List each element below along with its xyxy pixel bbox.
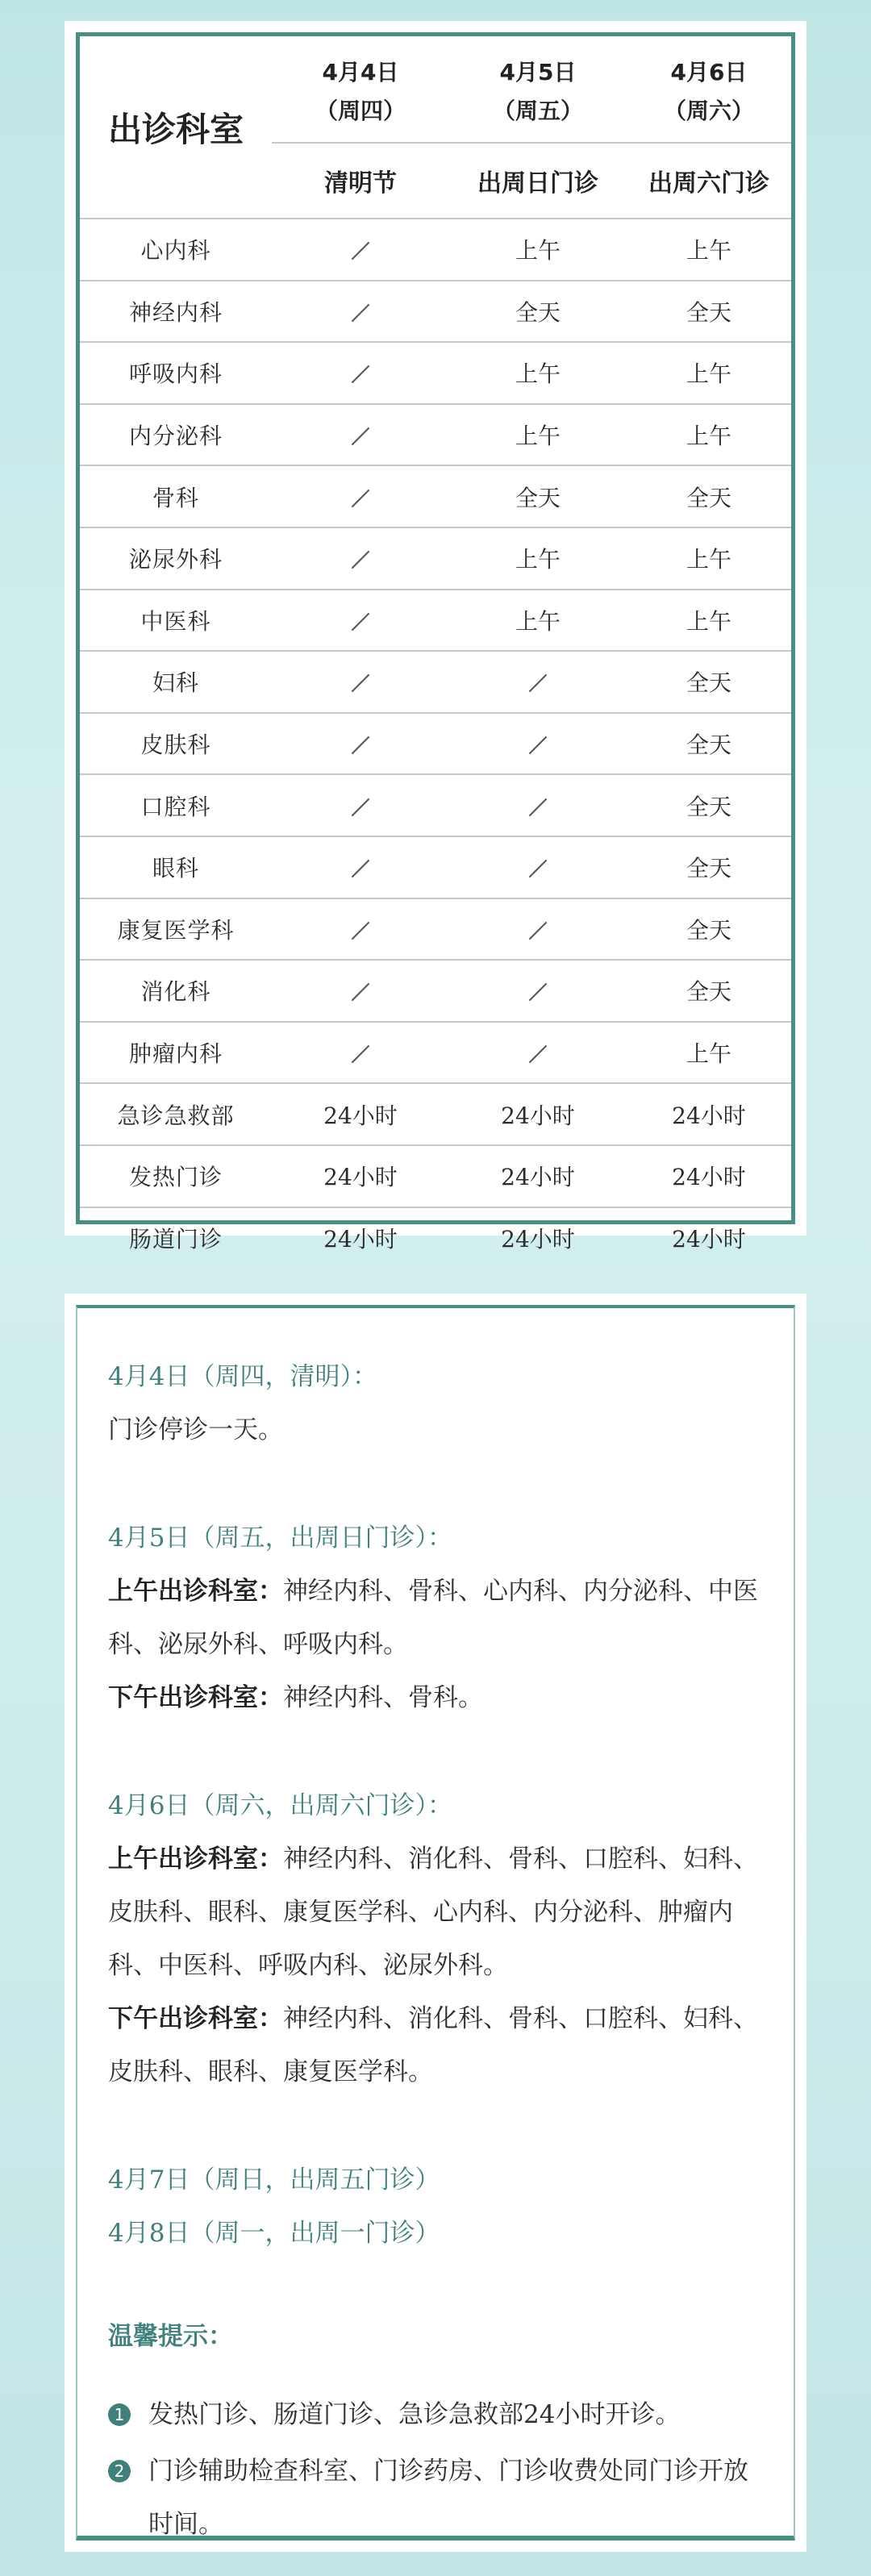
closed-slash-icon (352, 365, 370, 384)
section-text: 门诊停诊一天。 (108, 1415, 283, 1444)
schedule-cell-day-2: 24小时 (449, 1145, 627, 1207)
table-row (80, 465, 791, 527)
table-row (80, 342, 791, 404)
schedule-cell-day-3: 24小时 (627, 1083, 791, 1145)
table-row (80, 836, 791, 898)
schedule-cell-day-3: 上午 (627, 527, 791, 590)
dept-cell: 肿瘤内科 (80, 1022, 272, 1084)
notice-apr6 (108, 1779, 763, 2099)
dept-cell: 妇科 (80, 651, 272, 713)
schedule-cell-day-2 (449, 836, 627, 898)
closed-slash-icon (352, 304, 370, 323)
am-line (108, 1832, 763, 1992)
closed-slash-icon (529, 798, 548, 816)
table-row (80, 1083, 791, 1145)
notice-frame (76, 1305, 795, 2541)
number-badge-icon: 1 (108, 2403, 131, 2426)
schedule-cell-day-1 (272, 342, 449, 404)
table-row (80, 713, 791, 775)
schedule-cell-day-2 (449, 713, 627, 775)
dept-cell: 口腔科 (80, 774, 272, 836)
schedule-cell-day-1 (272, 651, 449, 713)
dept-cell: 急诊急救部 (80, 1083, 272, 1145)
schedule-cell-day-3: 全天 (627, 651, 791, 713)
closed-slash-icon (352, 674, 370, 693)
closed-slash-icon (352, 736, 370, 755)
closed-slash-icon (352, 798, 370, 816)
schedule-cell-day-3: 上午 (627, 404, 791, 466)
dept-cell: 内分泌科 (80, 404, 272, 466)
header-weekday: （周五） (492, 98, 583, 124)
table-row (80, 651, 791, 713)
section-heading: 4月4日（周四，清明）： (108, 1362, 377, 1391)
closed-slash-icon (352, 1045, 370, 1064)
schedule-cell-day-1 (272, 219, 449, 281)
schedule-cell-day-2 (449, 960, 627, 1022)
schedule-cell-day-1 (272, 898, 449, 961)
header-dept: 出诊科室 (80, 36, 272, 219)
dept-cell: 肠道门诊 (128, 1225, 223, 1253)
schedule-cell-day-1 (272, 465, 449, 527)
am-label: 上午出诊科室： (108, 1844, 283, 1874)
dept-cell: 骨科 (80, 465, 272, 527)
schedule-frame (76, 32, 795, 1253)
header-note-3: 出周六门诊 (627, 143, 791, 219)
pm-text: 神经内科、骨科。 (283, 1683, 483, 1712)
header-date-1 (272, 36, 449, 143)
schedule-cell-day-3: 24小时 (627, 1145, 791, 1207)
dept-cell: 心内科 (80, 219, 272, 281)
schedule-cell-day-3: 上午 (627, 342, 791, 404)
closed-slash-icon (529, 674, 548, 693)
tip-item-2 (108, 2445, 763, 2551)
table-row (80, 774, 791, 836)
closed-slash-icon (352, 613, 370, 631)
schedule-cell-day-3: 24小时 (672, 1225, 746, 1253)
schedule-cell-day-1 (272, 1022, 449, 1084)
closed-slash-icon (529, 922, 548, 940)
closed-slash-icon (529, 860, 548, 878)
table-row (80, 960, 791, 1022)
dept-cell: 消化科 (80, 960, 272, 1022)
tip-item-1 (108, 2388, 763, 2441)
pm-line (108, 1671, 763, 1724)
schedule-cell-day-1 (272, 713, 449, 775)
pm-line (108, 1992, 763, 2099)
table-row (80, 219, 791, 281)
section-heading: 4月6日（周六，出周六门诊）： (108, 1791, 452, 1820)
section-heading: 4月5日（周五，出周日门诊）： (108, 1524, 452, 1553)
schedule-cell-day-3: 上午 (627, 1022, 791, 1084)
schedule-cell-day-3: 全天 (627, 281, 791, 343)
table-row (80, 281, 791, 343)
dept-cell: 神经内科 (80, 281, 272, 343)
notice-apr4 (108, 1350, 763, 1457)
closed-slash-icon (352, 551, 370, 569)
table-row (80, 527, 791, 590)
header-note-2: 出周日门诊 (449, 143, 627, 219)
header-weekday: （周六） (663, 98, 754, 124)
dept-cell: 发热门诊 (80, 1145, 272, 1207)
schedule-cell-day-1: 24小时 (323, 1225, 398, 1253)
am-text: 神经内科、骨科、心内科、内分泌科、中医科、泌尿外科、呼吸内科。 (108, 1577, 758, 1659)
schedule-cell-day-2: 全天 (449, 465, 627, 527)
schedule-cell-day-2: 上午 (449, 219, 627, 281)
schedule-cell-day-2: 24小时 (501, 1225, 575, 1253)
schedule-cell-day-2: 上午 (449, 527, 627, 590)
schedule-cell-day-3: 全天 (627, 774, 791, 836)
closed-slash-icon (529, 983, 548, 1002)
schedule-cell-day-2 (449, 651, 627, 713)
header-date-2 (449, 36, 627, 143)
am-text: 神经内科、消化科、骨科、口腔科、妇科、皮肤科、眼科、康复医学科、心内科、内分泌科、肿瘤内科、中医科、呼吸内科、泌尿外科。 (108, 1844, 758, 1980)
tip-text: 发热门诊、肠道门诊、急诊急救部24小时开诊。 (148, 2400, 681, 2429)
closed-slash-icon (529, 736, 548, 755)
schedule-body (80, 219, 791, 1268)
schedule-cell-day-1 (272, 960, 449, 1022)
schedule-table (80, 36, 791, 1268)
schedule-cell-day-2 (449, 898, 627, 961)
table-row (80, 1022, 791, 1084)
schedule-cell-day-1 (272, 774, 449, 836)
schedule-cell-day-2: 上午 (449, 590, 627, 652)
schedule-cell-day-3: 全天 (627, 465, 791, 527)
table-row (80, 898, 791, 961)
schedule-cell-day-1 (272, 404, 449, 466)
schedule-cell-day-1 (272, 836, 449, 898)
closed-slash-icon (352, 242, 370, 261)
notice-apr7-8 (108, 2153, 763, 2260)
header-date-3 (627, 36, 791, 143)
schedule-cell-day-1 (272, 527, 449, 590)
notice-apr5 (108, 1511, 763, 1724)
schedule-cell-day-1 (272, 590, 449, 652)
closed-slash-icon (352, 922, 370, 940)
tips-title: 温馨提示： (108, 2322, 233, 2351)
tips-section (108, 2310, 763, 2551)
schedule-cell-day-1 (272, 281, 449, 343)
dept-cell: 呼吸内科 (80, 342, 272, 404)
tip-text: 门诊辅助检查科室、门诊药房、门诊收费处同门诊开放时间。 (148, 2457, 748, 2539)
dept-cell: 泌尿外科 (80, 527, 272, 590)
header-weekday: （周四） (315, 98, 406, 124)
header-date: 4月5日 (499, 59, 577, 85)
schedule-cell-day-2 (449, 774, 627, 836)
schedule-cell-day-3: 全天 (627, 960, 791, 1022)
schedule-cell-day-2: 上午 (449, 404, 627, 466)
schedule-cell-day-3: 全天 (627, 713, 791, 775)
table-row (80, 1145, 791, 1207)
schedule-cell-day-2: 全天 (449, 281, 627, 343)
apr7-line: 4月7日（周日，出周五门诊） (108, 2165, 440, 2195)
am-line (108, 1565, 763, 1671)
header-date: 4月6日 (670, 59, 748, 85)
pm-text: 神经内科、消化科、骨科、口腔科、妇科、皮肤科、眼科、康复医学科。 (108, 2004, 758, 2086)
pm-label: 下午出诊科室： (108, 2004, 283, 2033)
schedule-cell-day-3: 上午 (627, 219, 791, 281)
schedule-cell-day-1: 24小时 (272, 1083, 449, 1145)
schedule-cell-day-2 (449, 1022, 627, 1084)
dept-cell: 中医科 (80, 590, 272, 652)
dept-cell: 康复医学科 (80, 898, 272, 961)
closed-slash-icon (352, 427, 370, 446)
schedule-cell-day-2: 上午 (449, 342, 627, 404)
header-date: 4月4日 (322, 59, 399, 85)
table-row (80, 404, 791, 466)
schedule-cell-day-3: 全天 (627, 898, 791, 961)
closed-slash-icon (352, 983, 370, 1002)
schedule-cell-day-3: 全天 (627, 836, 791, 898)
schedule-cell-day-1: 24小时 (272, 1145, 449, 1207)
table-row (80, 1207, 791, 1269)
closed-slash-icon (352, 860, 370, 878)
number-badge-icon: 2 (108, 2460, 131, 2482)
closed-slash-icon (352, 489, 370, 507)
header-note-1: 清明节 (272, 143, 449, 219)
apr8-line: 4月8日（周一，出周一门诊） (108, 2219, 440, 2248)
schedule-cell-day-3: 上午 (627, 590, 791, 652)
am-label: 上午出诊科室： (108, 1577, 283, 1606)
table-row (80, 590, 791, 652)
closed-slash-icon (529, 1045, 548, 1064)
dept-cell: 眼科 (80, 836, 272, 898)
schedule-card (65, 21, 806, 1253)
notice-card (65, 1294, 806, 2552)
schedule-cell-day-2: 24小时 (449, 1083, 627, 1145)
dept-cell: 皮肤科 (80, 713, 272, 775)
pm-label: 下午出诊科室： (108, 1683, 283, 1712)
